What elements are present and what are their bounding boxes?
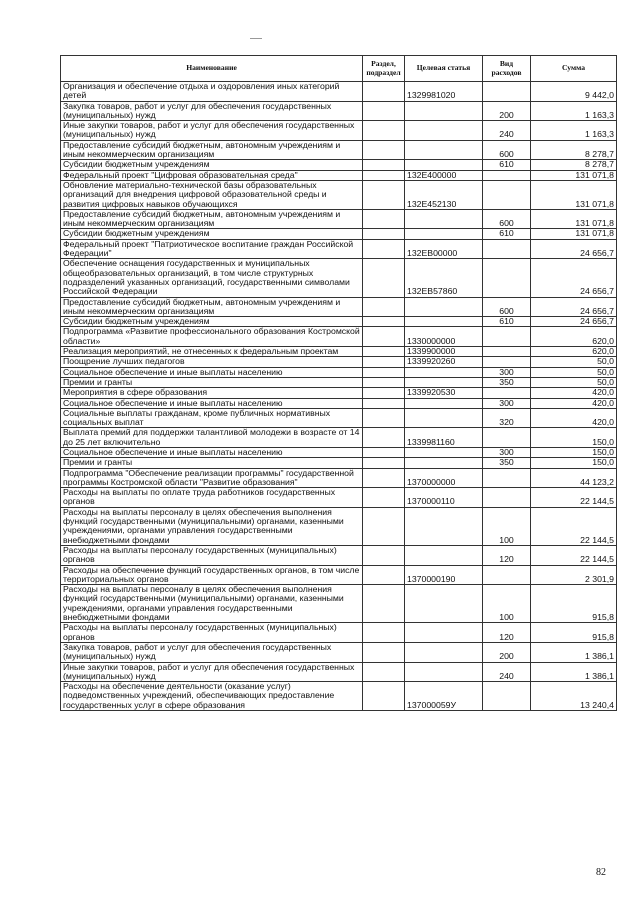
cell-vid <box>483 682 531 711</box>
cell-sum: 50,0 <box>531 367 617 377</box>
cell-sum: 150,0 <box>531 458 617 468</box>
cell-name: Расходы на обеспечение деятельности (оказание услуг) подведомственных учреждений, обеспечивающих предоставление государственных услуг в сфере образования <box>61 682 363 711</box>
table-row <box>61 101 617 121</box>
cell-target: 1339900000 <box>405 347 483 357</box>
table-row <box>61 160 617 170</box>
cell-target <box>405 623 483 643</box>
cell-vid <box>483 239 531 259</box>
cell-vid: 600 <box>483 297 531 317</box>
header-target: Целевая статья <box>405 56 483 82</box>
cell-name: Организация и обеспечение отдыха и оздоровления иных категорий детей <box>61 82 363 102</box>
cell-sum: 50,0 <box>531 357 617 367</box>
cell-name: Социальные выплаты гражданам, кроме публичных нормативных социальных выплат <box>61 408 363 428</box>
cell-name: Социальное обеспечение и иные выплаты населению <box>61 367 363 377</box>
cell-target <box>405 101 483 121</box>
cell-vid: 300 <box>483 398 531 408</box>
cell-name: Расходы на выплаты персоналу в целях обеспечения выполнения функций государственными (муниципальными) органами, казенными учреждениями, органами управления государственными внебюджетными фондами <box>61 585 363 623</box>
cell-vid: 100 <box>483 585 531 623</box>
table-row <box>61 662 617 682</box>
cell-vid: 610 <box>483 229 531 239</box>
cell-vid: 200 <box>483 101 531 121</box>
table-row <box>61 545 617 565</box>
table-body <box>61 82 617 711</box>
cell-target: 132E452130 <box>405 180 483 209</box>
cell-razdel <box>363 545 405 565</box>
cell-vid: 320 <box>483 408 531 428</box>
table-row <box>61 488 617 508</box>
header-razdel: Раздел, подраздел <box>363 56 405 82</box>
cell-razdel <box>363 428 405 448</box>
cell-razdel <box>363 388 405 398</box>
cell-target <box>405 377 483 387</box>
cell-sum: 131 071,8 <box>531 180 617 209</box>
cell-target <box>405 140 483 160</box>
cell-razdel <box>363 458 405 468</box>
table-row <box>61 367 617 377</box>
cell-target <box>405 408 483 428</box>
header-name: Наименование <box>61 56 363 82</box>
cell-sum: 9 442,0 <box>531 82 617 102</box>
cell-razdel <box>363 565 405 585</box>
cell-vid <box>483 347 531 357</box>
cell-name: Социальное обеспечение и иные выплаты населению <box>61 447 363 457</box>
cell-sum: 131 071,8 <box>531 209 617 229</box>
cell-vid <box>483 468 531 488</box>
cell-name: Расходы на выплаты персоналу государственных (муниципальных) органов <box>61 623 363 643</box>
cell-name: Субсидии бюджетным учреждениям <box>61 160 363 170</box>
cell-name: Поощрение лучших педагогов <box>61 357 363 367</box>
table-row <box>61 170 617 180</box>
cell-sum: 420,0 <box>531 408 617 428</box>
cell-target: 132EB57860 <box>405 259 483 297</box>
cell-target <box>405 160 483 170</box>
cell-target <box>405 642 483 662</box>
cell-razdel <box>363 623 405 643</box>
cell-sum: 24 656,7 <box>531 239 617 259</box>
cell-razdel <box>363 468 405 488</box>
cell-sum: 22 144,5 <box>531 507 617 545</box>
cell-razdel <box>363 140 405 160</box>
table-row <box>61 585 617 623</box>
cell-sum: 1 163,3 <box>531 121 617 141</box>
table-row <box>61 682 617 711</box>
cell-sum: 131 071,8 <box>531 170 617 180</box>
cell-name: Субсидии бюджетным учреждениям <box>61 229 363 239</box>
cell-target: 132EB00000 <box>405 239 483 259</box>
cell-name: Иные закупки товаров, работ и услуг для обеспечения государственных (муниципальных) нужд <box>61 121 363 141</box>
cell-vid <box>483 488 531 508</box>
table-row <box>61 121 617 141</box>
cell-name: Федеральный проект "Цифровая образовательная среда" <box>61 170 363 180</box>
cell-sum: 420,0 <box>531 388 617 398</box>
table-row <box>61 357 617 367</box>
cell-target <box>405 398 483 408</box>
cell-target <box>405 229 483 239</box>
table-row <box>61 447 617 457</box>
cell-name: Социальное обеспечение и иные выплаты населению <box>61 398 363 408</box>
table-row <box>61 623 617 643</box>
cell-razdel <box>363 170 405 180</box>
cell-vid <box>483 388 531 398</box>
cell-vid: 200 <box>483 642 531 662</box>
cell-target <box>405 585 483 623</box>
cell-razdel <box>363 347 405 357</box>
cell-name: Подпрограмма «Развитие профессионального образования Костромской области» <box>61 327 363 347</box>
cell-razdel <box>363 488 405 508</box>
cell-sum: 620,0 <box>531 327 617 347</box>
cell-sum: 24 656,7 <box>531 317 617 327</box>
cell-razdel <box>363 642 405 662</box>
table-row <box>61 180 617 209</box>
cell-sum: 22 144,5 <box>531 545 617 565</box>
cell-sum: 8 278,7 <box>531 160 617 170</box>
page-number: 82 <box>596 867 606 878</box>
cell-sum: 915,8 <box>531 623 617 643</box>
cell-vid <box>483 327 531 347</box>
cell-target: 1370000190 <box>405 565 483 585</box>
cell-vid: 120 <box>483 545 531 565</box>
cell-razdel <box>363 259 405 297</box>
table-row <box>61 408 617 428</box>
table-row <box>61 398 617 408</box>
cell-sum: 8 278,7 <box>531 140 617 160</box>
cell-vid: 610 <box>483 317 531 327</box>
cell-vid: 600 <box>483 140 531 160</box>
cell-razdel <box>363 377 405 387</box>
cell-razdel <box>363 229 405 239</box>
cell-target <box>405 545 483 565</box>
cell-name: Расходы на выплаты персоналу в целях обеспечения выполнения функций государственными (муниципальными) органами, казенными учреждениями, органами управления государственными внебюджетными фондами <box>61 507 363 545</box>
table-row <box>61 458 617 468</box>
cell-target <box>405 458 483 468</box>
cell-razdel <box>363 101 405 121</box>
cell-razdel <box>363 447 405 457</box>
cell-razdel <box>363 398 405 408</box>
cell-vid: 350 <box>483 458 531 468</box>
cell-razdel <box>363 327 405 347</box>
cell-razdel <box>363 297 405 317</box>
cell-target: 137000059У <box>405 682 483 711</box>
table-row <box>61 428 617 448</box>
cell-vid: 240 <box>483 662 531 682</box>
cell-razdel <box>363 209 405 229</box>
cell-vid: 300 <box>483 367 531 377</box>
cell-target: 1339981160 <box>405 428 483 448</box>
cell-name: Обновление материально-технической базы образовательных организаций для внедрения цифровой образовательной среды и развития цифровых навыков обучающихся <box>61 180 363 209</box>
cell-name: Выплата премий для поддержки талантливой молодежи в возрасте от 14 до 25 лет включительно <box>61 428 363 448</box>
cell-target: 1370000000 <box>405 468 483 488</box>
cell-target: 1330000000 <box>405 327 483 347</box>
cell-name: Расходы на выплаты персоналу государственных (муниципальных) органов <box>61 545 363 565</box>
cell-sum: 24 656,7 <box>531 297 617 317</box>
cell-vid <box>483 82 531 102</box>
cell-name: Предоставление субсидий бюджетным, автономным учреждениям и иным некоммерческим организациям <box>61 140 363 160</box>
cell-name: Иные закупки товаров, работ и услуг для обеспечения государственных (муниципальных) нужд <box>61 662 363 682</box>
table-row <box>61 239 617 259</box>
cell-vid: 610 <box>483 160 531 170</box>
cell-target: 132E400000 <box>405 170 483 180</box>
cell-sum: 50,0 <box>531 377 617 387</box>
cell-name: Обеспечение оснащения государственных и муниципальных общеобразовательных организаций, в том числе структурных подразделений указанных организаций, государственными символами Российской Федерации <box>61 259 363 297</box>
cell-target <box>405 662 483 682</box>
cell-vid: 100 <box>483 507 531 545</box>
cell-razdel <box>363 357 405 367</box>
cell-sum: 1 386,1 <box>531 642 617 662</box>
cell-razdel <box>363 239 405 259</box>
scan-mark <box>250 38 262 39</box>
cell-sum: 1 386,1 <box>531 662 617 682</box>
cell-name: Расходы на обеспечение функций государственных органов, в том числе территориальных органов <box>61 565 363 585</box>
cell-name: Расходы на выплаты по оплате труда работников государственных органов <box>61 488 363 508</box>
cell-target: 1339920260 <box>405 357 483 367</box>
table-row <box>61 388 617 398</box>
cell-name: Федеральный проект "Патриотическое воспитание граждан Российской Федерации" <box>61 239 363 259</box>
table-row <box>61 297 617 317</box>
cell-target <box>405 507 483 545</box>
cell-vid: 240 <box>483 121 531 141</box>
cell-target: 1339920530 <box>405 388 483 398</box>
table-row <box>61 507 617 545</box>
cell-name: Премии и гранты <box>61 377 363 387</box>
cell-target <box>405 317 483 327</box>
cell-razdel <box>363 662 405 682</box>
cell-sum: 44 123,2 <box>531 468 617 488</box>
cell-target: 1329981020 <box>405 82 483 102</box>
cell-razdel <box>363 121 405 141</box>
table-row <box>61 259 617 297</box>
cell-sum: 915,8 <box>531 585 617 623</box>
budget-table <box>60 55 617 711</box>
cell-razdel <box>363 367 405 377</box>
cell-target <box>405 121 483 141</box>
cell-target <box>405 447 483 457</box>
cell-sum: 2 301,9 <box>531 565 617 585</box>
cell-vid <box>483 565 531 585</box>
cell-name: Предоставление субсидий бюджетным, автономным учреждениям и иным некоммерческим организациям <box>61 297 363 317</box>
cell-sum: 620,0 <box>531 347 617 357</box>
cell-target <box>405 209 483 229</box>
table-row <box>61 327 617 347</box>
cell-sum: 24 656,7 <box>531 259 617 297</box>
table-row <box>61 642 617 662</box>
cell-razdel <box>363 408 405 428</box>
table-row <box>61 209 617 229</box>
header-sum: Сумма <box>531 56 617 82</box>
cell-name: Закупка товаров, работ и услуг для обеспечения государственных (муниципальных) нужд <box>61 101 363 121</box>
cell-name: Реализация мероприятий, не отнесенных к федеральным проектам <box>61 347 363 357</box>
table-row <box>61 565 617 585</box>
cell-razdel <box>363 160 405 170</box>
table-row <box>61 317 617 327</box>
cell-sum: 150,0 <box>531 447 617 457</box>
table-header-row <box>61 56 617 82</box>
cell-razdel <box>363 507 405 545</box>
cell-sum: 131 071,8 <box>531 229 617 239</box>
cell-target: 1370000110 <box>405 488 483 508</box>
cell-sum: 150,0 <box>531 428 617 448</box>
cell-vid <box>483 357 531 367</box>
cell-vid: 600 <box>483 209 531 229</box>
cell-vid <box>483 180 531 209</box>
cell-razdel <box>363 585 405 623</box>
cell-vid: 350 <box>483 377 531 387</box>
table-row <box>61 82 617 102</box>
cell-sum: 420,0 <box>531 398 617 408</box>
table-row <box>61 229 617 239</box>
cell-name: Предоставление субсидий бюджетным, автономным учреждениям и иным некоммерческим организациям <box>61 209 363 229</box>
cell-sum: 22 144,5 <box>531 488 617 508</box>
cell-vid: 120 <box>483 623 531 643</box>
cell-name: Премии и гранты <box>61 458 363 468</box>
cell-vid: 300 <box>483 447 531 457</box>
cell-vid <box>483 170 531 180</box>
cell-name: Закупка товаров, работ и услуг для обеспечения государственных (муниципальных) нужд <box>61 642 363 662</box>
cell-sum: 1 163,3 <box>531 101 617 121</box>
cell-razdel <box>363 82 405 102</box>
table-row <box>61 140 617 160</box>
header-vid: Вид расходов <box>483 56 531 82</box>
table-row <box>61 377 617 387</box>
cell-sum: 13 240,4 <box>531 682 617 711</box>
cell-razdel <box>363 317 405 327</box>
cell-razdel <box>363 682 405 711</box>
cell-name: Подпрограмма "Обеспечение реализации программы" государственной программы Костромской области "Развитие образования" <box>61 468 363 488</box>
cell-target <box>405 297 483 317</box>
cell-vid <box>483 259 531 297</box>
cell-target <box>405 367 483 377</box>
cell-vid <box>483 428 531 448</box>
table-row <box>61 468 617 488</box>
cell-razdel <box>363 180 405 209</box>
table-row <box>61 347 617 357</box>
cell-name: Субсидии бюджетным учреждениям <box>61 317 363 327</box>
cell-name: Мероприятия в сфере образования <box>61 388 363 398</box>
